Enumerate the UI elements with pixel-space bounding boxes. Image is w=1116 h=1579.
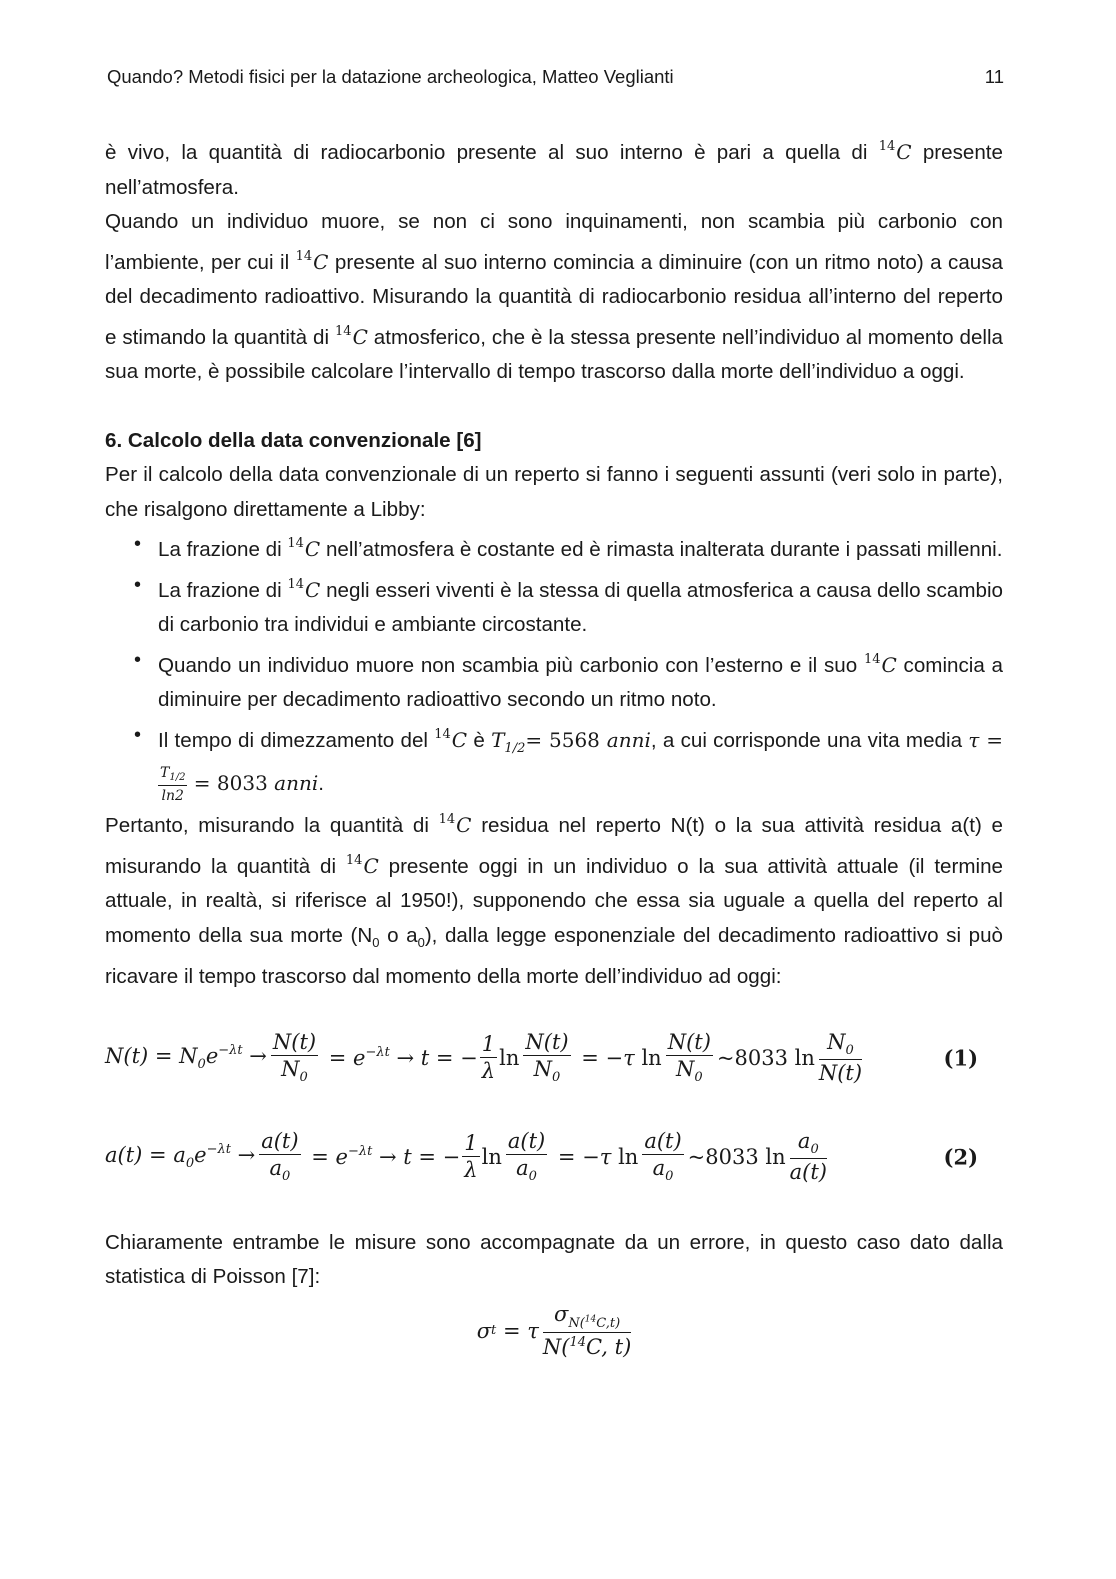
document-title: Quando? Metodi fisici per la datazione archeologica, Matteo Veglianti: [107, 66, 674, 87]
equation-1: $N(t) = N_0e^{-\lambda t}$ → $\frac{N(t)}{N_0}$ = $e^{-\lambda t} \to t$ = − $\frac{1}{\lambda}$ ln $\frac{N(t)}{N_0}$ = −τ ln $\frac{N(t)}{N_0}$ ~8033 ln $\frac{N_0}{N(t)}$ (1): [105, 1029, 978, 1085]
page-number: 11: [984, 66, 1004, 87]
section-heading: 6. Calcolo della data convenzionale [6]: [105, 428, 482, 452]
paragraph-3: Pertanto, misurando la quantità di $^{14}$C residua nel reperto N(t) o la sua attività residua a(t) e misurando la quantità di $^{14}$C presente oggi in un individuo o la sua attività attuale (il termine attuale, in realtà, si riferisce al 1950!), supponendo che essa sia uguale a quella del reperto al momento della sua morte ($N_0$ o $a_0$), dalla legge esponenziale del decadimento radioattivo si può ricavare il tempo trascorso dal momento della morte dell’individuo ad oggi:: [105, 812, 1003, 989]
equation-label: (2): [943, 1144, 978, 1170]
page-header: [107, 66, 1004, 92]
list-item: • Il tempo di dimezzamento del $^{14}$C è $T_{1/2}= 5568$ anni, a cui corrisponde una vita media τ = $\frac{T_{1/2}}{\ln 2}$ = 8033 anni.: [105, 718, 1003, 804]
paragraph-1: è vivo, la quantità di radiocarbonio presente al suo interno è pari a quella di $^{14}$C presente nell’atmosfera.: [105, 139, 1003, 199]
sigma-formula: σ t = τ $\frac{\sigma_{N(^{14}C,t)}}{N(^{14}C, t)}$: [476, 1301, 632, 1359]
assumptions-list: [105, 527, 1003, 803]
list-item: • La frazione di $^{14}$C nell’atmosfera è costante ed è rimasta inalterata durante i passati millenni.: [105, 527, 1003, 568]
paragraph-2: Quando un individuo muore, se non ci sono inquinamenti, non scambia più carbonio con l’ambiente, per cui il $^{14}$C presente al suo interno comincia a diminuire (con un ritmo noto) a causa del decadimento radioattivo. Misurando la quantità di radiocarbonio residua all’interno del reperto e stimando la quantità di $^{14}$C atmosferico, che è la stessa presente nell’individuo al momento della sua morte, è possibile calcolare l’intervallo di tempo trascorso dalla morte dell’individuo a oggi.: [105, 210, 1003, 383]
list-item: • La frazione di $^{14}$C negli esseri viventi è la stessa di quella atmosferica a causa dello scambio di carbonio tra individui e ambiante circostante.: [105, 568, 1003, 643]
paragraph-4: Chiaramente entrambe le misure sono accompagnate da un errore, in questo caso dato dalla statistica di Poisson [7]:: [105, 1230, 1003, 1289]
section-intro: Per il calcolo della data convenzionale di un reperto si fanno i seguenti assunti (veri solo in parte), che risalgono direttamente a Libby:: [105, 463, 1003, 521]
page-content: [105, 130, 1003, 1367]
list-item: • Quando un individuo muore non scambia più carbonio con l’esterno e il suo $^{14}$C comincia a diminuire per decadimento radioattivo secondo un ritmo noto.: [105, 643, 1003, 718]
equation-2: $a(t) = a_0e^{-\lambda t}$ → $\frac{a(t)}{a_0}$ = $e^{-\lambda t} \to t$ = − $\frac{1}{\lambda}$ ln $\frac{a(t)}{a_0}$ = −τ ln $\frac{a(t)}{a_0}$ ~8033 ln $\frac{a_0}{a(t)}$ (2): [105, 1128, 978, 1184]
equation-label: (1): [943, 1045, 978, 1071]
